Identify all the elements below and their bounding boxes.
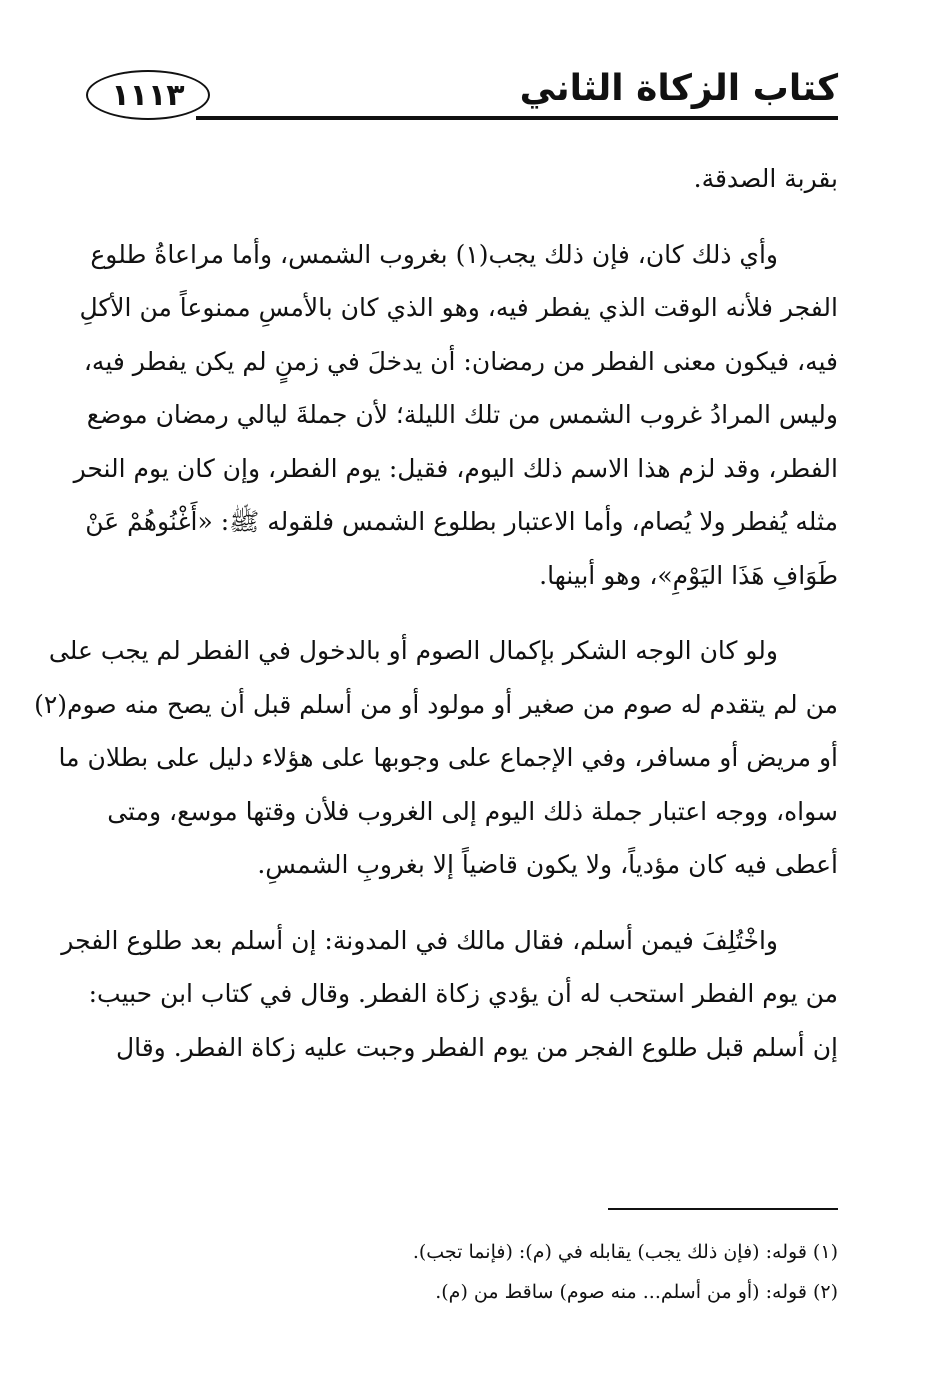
footnote-2: (٢) قوله: (أو من أسلم... منه صوم) ساقط من (م). — [435, 1281, 838, 1303]
paragraph-2 — [73, 228, 838, 603]
text-line: الفطر، وقد لزم هذا الاسم ذلك اليوم، فقيل: يوم الفطر، وإن كان يوم النحر — [73, 453, 838, 483]
header-rule — [196, 116, 838, 120]
text-line: من يوم الفطر استحب له أن يؤدي زكاة الفطر. وقال في كتاب ابن حبيب: — [88, 979, 838, 1008]
page-header — [86, 62, 838, 122]
text-line: واخْتُلِفَ فيمن أسلم، فقال مالك في المدونة: إن أسلم بعد طلوع الفجر — [61, 925, 778, 955]
paragraph-4 — [61, 914, 838, 1075]
text-line: وأي ذلك كان، فإن ذلك يجب(١) بغروب الشمس، وأما مراعاةُ طلوع — [90, 239, 778, 269]
text-line: ولو كان الوجه الشكر بإكمال الصوم أو بالدخول في الفطر لم يجب على — [48, 636, 778, 665]
paragraph-1 — [100, 152, 838, 206]
book-title: كتاب الزكاة الثاني — [519, 68, 838, 109]
text-line: بقربة الصدقة. — [693, 164, 838, 193]
text-line: أو مريض أو مسافر، وفي الإجماع على وجوبها على هؤلاء دليل على بطلان ما — [58, 743, 838, 772]
text-line: وليس المرادُ غروب الشمس من تلك الليلة؛ لأن جملةَ ليالي رمضان موضع — [86, 400, 838, 429]
text-line: أعطى فيه كان مؤدياً، ولا يكون قاضياً إلا بغروبِ الشمسِ. — [257, 850, 838, 879]
text-line: إن أسلم قبل طلوع الفجر من يوم الفطر وجبت عليه زكاة الفطر. وقال — [115, 1032, 838, 1062]
text-line: سواه، ووجه اعتبار جملة ذلك اليوم إلى الغروب فلأن وقتها موسع، ومتى — [107, 796, 838, 826]
text-line: فيه، فيكون معنى الفطر من رمضان: أن يدخلَ في زمنٍ لم يكن يفطر فيه، — [83, 346, 838, 376]
text-line: الفجر فلأنه الوقت الذي يفطر فيه، وهو الذي كان بالأمسِ ممنوعاً من الأكلِ — [79, 293, 838, 322]
paragraph-3 — [34, 624, 838, 892]
text-line: مثله يُفطر ولا يُصام، وأما الاعتبار بطلوع الشمس فلقوله ﷺ: «أَغْنُوهُمْ عَنْ — [85, 507, 838, 536]
page-number: ١١١٣ — [86, 70, 210, 120]
footnote-separator — [608, 1208, 838, 1210]
footnotes — [100, 1232, 838, 1312]
text-line: طَوَافِ هَذَا اليَوْمِ»، وهو أبينها. — [539, 560, 838, 590]
main-text — [34, 152, 838, 1074]
footnote-1: (١) قوله: (فإن ذلك يجب) يقابله في (م): (فإنما تجب). — [412, 1241, 838, 1263]
text-line: من لم يتقدم له صوم من صغير أو مولود أو من أسلم قبل أن يصح منه صوم(٢) — [34, 689, 838, 719]
